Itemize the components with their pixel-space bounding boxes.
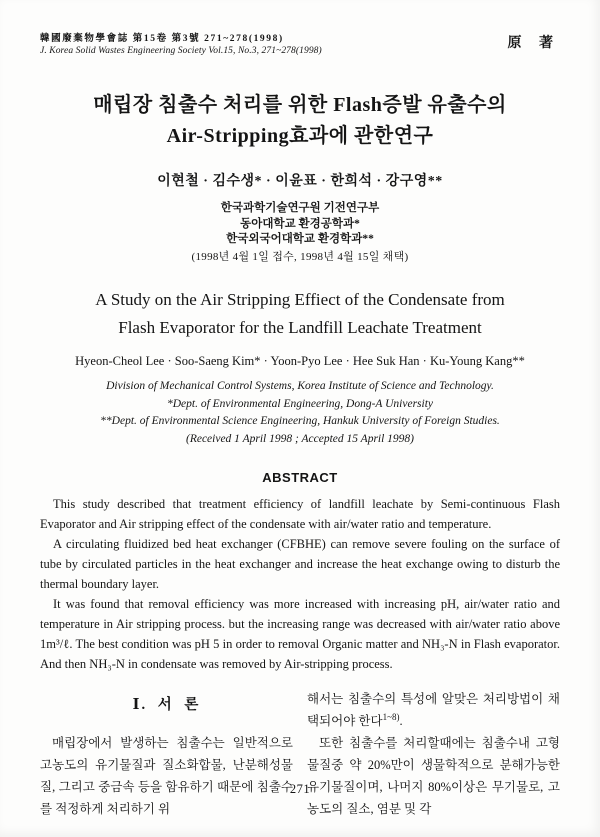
journal-title-english: J. Korea Solid Wastes Engineering Society Vol.15, No.3, 271~278(1998) [40,46,322,56]
received-dates-english: (Received 1 April 1998 ; Accepted 15 April 1998) [185,433,415,446]
intro-right-paragraph-1-tail: . [399,714,403,729]
title-english [40,286,560,340]
journal-info [40,30,322,56]
citation-superscript: 1~8) [382,711,400,722]
affiliation-korean-1: 한국과학기술연구원 기전연구부 [220,202,380,214]
affiliations-korean [40,201,560,264]
title-korean-line1: 매립장 침출수 처리를 위한 Flash증발 유출수의 [93,94,507,116]
article-type-label: 原 著 [507,36,560,51]
page-footer [0,782,600,797]
title-korean [40,90,560,152]
page-number: 271 [289,782,311,796]
affiliation-english-1: Division of Mechanical Control Systems, Korea Institute of Science and Technology. [106,379,494,392]
section-heading-introduction: Ⅰ. 서 론 [132,697,201,714]
title-korean-line2: Air-Stripping효과에 관한연구 [166,125,434,147]
authors-english: Hyeon-Cheol Lee · Soo-Saeng Kim* · Yoon-Pyo Lee · Hee Suk Han · Ku-Young Kang** [75,353,525,368]
title-english-line2: Flash Evaporator for the Landfill Leachate Treatment [118,317,482,337]
intro-right-paragraph-2: 또한 침출수를 처리할때에는 침출수내 고형물질중 약 20%만이 생물학적으로 분해가능한 유기물질이며, 나머지 80%이상은 무기물로, 고농도의 질소, 염분 및 각 [307,736,560,817]
abstract-paragraph-2: A circulating fluidized bed heat exchanger (CFBHE) can remove severe fouling on the surface of tube by circulated particles in the heat exchanger and increase the heat exchange owing to disturb the thermal boundary layer. [40,537,560,592]
intro-right-paragraph-1-text: 해서는 침출수의 특성에 알맞은 처리방법이 채택되어야 한다 [307,692,560,729]
abstract-heading: ABSTRACT [262,470,338,486]
affiliation-english-3: **Dept. of Environmental Science Engineering, Hankuk University of Foreign Studies. [100,415,500,428]
intro-right-paragraph-1 [307,688,560,732]
intro-column-left [40,688,293,820]
received-dates-korean: (1998년 4월 1일 접수, 1998년 4월 15일 채택) [191,250,409,263]
abstract-paragraph-3: It was found that removal efficiency was more increased with increasing pH, air/water ratio and temperature in Air stripping process. but the increasing range was decreased with air/water ratio above 1m³/ℓ. The best condition was pH 5 in order to removal Organic matter and NH₃-N in Flash evaporator. And then NH₃-N in condensate was removed by Air-stripping process. [40,597,560,672]
page-header [40,30,560,56]
journal-title-korean: 韓國廢棄物學會誌 第15卷 第3號 271~278(1998) [40,34,284,44]
affiliation-korean-3: 한국외국어대학교 환경학과** [226,233,374,246]
affiliation-korean-2: 동아대학교 환경공학과* [240,217,360,230]
abstract-body [40,494,560,674]
introduction-section [40,688,560,820]
intro-column-right [307,688,560,820]
title-english-line1: A Study on the Air Stripping Effiect of the Condensate from [95,290,505,310]
abstract-paragraph-1: This study described that treatment efficiency of landfill leachate by Semi-continuous Flash Evaporator and Air stripping effect of the condensate with air/water ratio and temperature. [40,497,560,532]
affiliation-english-2: *Dept. of Environmental Engineering, Dong-A University [166,397,434,410]
authors-korean: 이현철 · 김수생* · 이윤표 · 한희석 · 강구영** [157,174,443,189]
affiliations-english [40,378,560,449]
intro-left-paragraph: 매립장에서 발생하는 침출수는 일반적으로 고농도의 유기물질과 질소화합물, 난분해성물질, 그리고 중금속 등을 함유하기 때문에 침출수를 적정하게 처리하기 위 [40,736,293,817]
